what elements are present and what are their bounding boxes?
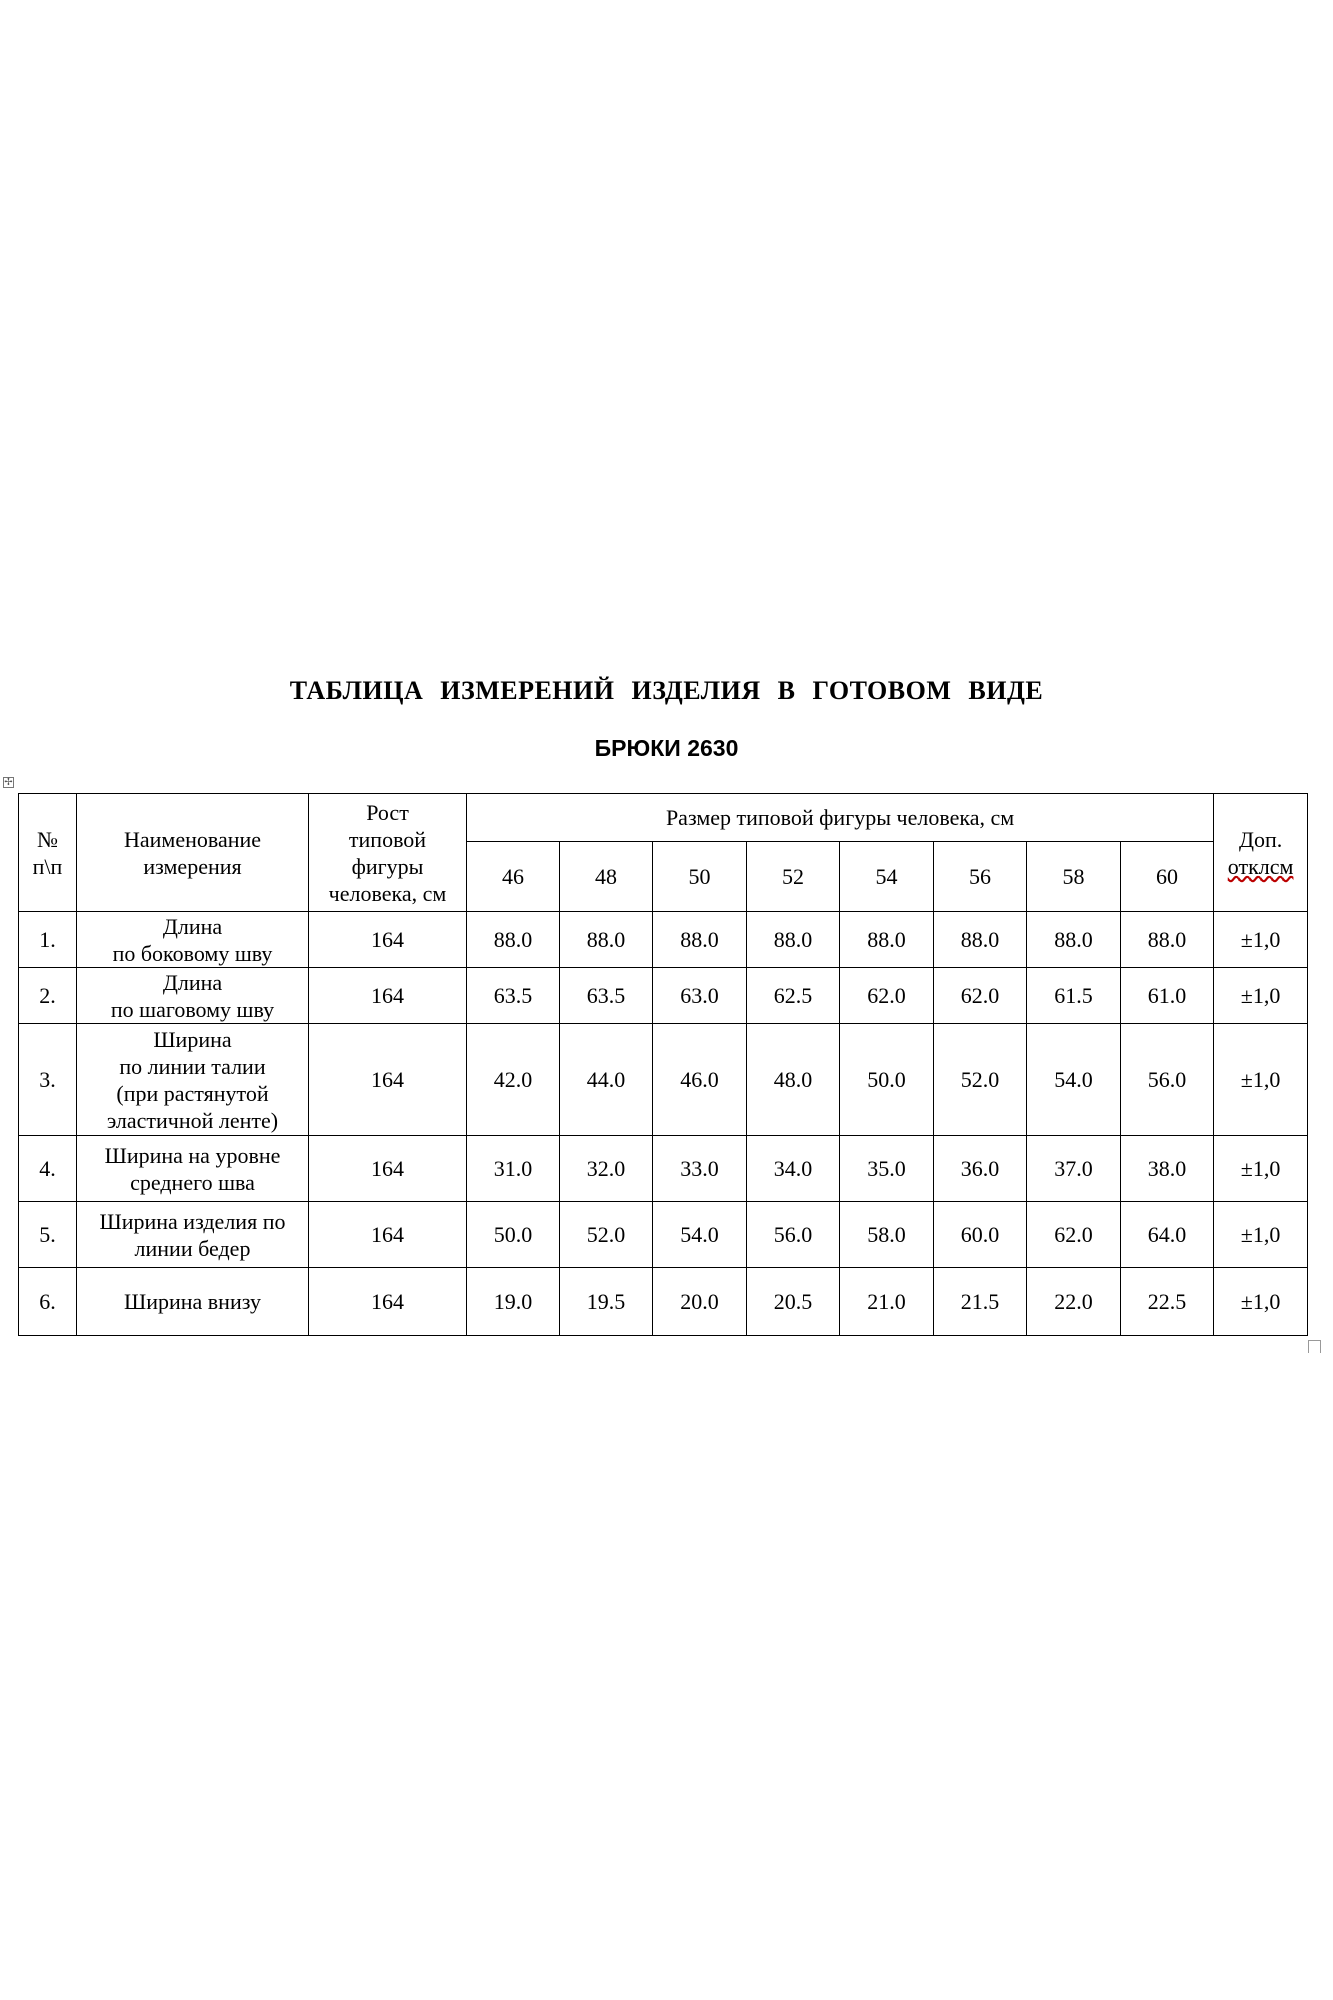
- row-size-value: 33.0: [653, 1136, 747, 1202]
- row-size-value: 37.0: [1027, 1136, 1121, 1202]
- table-body: [19, 912, 1308, 1336]
- row-size-value: 35.0: [840, 1136, 934, 1202]
- row-height: 164: [309, 1202, 467, 1268]
- row-size-value: 34.0: [747, 1136, 840, 1202]
- row-size-value: 58.0: [840, 1202, 934, 1268]
- header-tolerance: [1214, 794, 1308, 912]
- product-subtitle: БРЮКИ 2630: [594, 735, 739, 761]
- row-size-value: 19.0: [467, 1268, 560, 1336]
- row-size-value: 88.0: [934, 912, 1027, 968]
- row-height: 164: [309, 968, 467, 1024]
- row-number: 6.: [19, 1268, 77, 1336]
- row-size-value: 88.0: [1121, 912, 1214, 968]
- row-size-value: 46.0: [653, 1024, 747, 1136]
- row-measurement-name: Длина по боковому шву: [77, 912, 309, 968]
- row-measurement-name: Ширина внизу: [77, 1268, 309, 1336]
- row-size-value: 60.0: [934, 1202, 1027, 1268]
- table-row: [19, 968, 1308, 1024]
- measurement-table: [18, 793, 1308, 1336]
- row-number: 1.: [19, 912, 77, 968]
- row-size-value: 42.0: [467, 1024, 560, 1136]
- table-row: [19, 1136, 1308, 1202]
- header-tolerance-line2: отклсм: [1227, 853, 1294, 879]
- size-header-cell: 48: [560, 842, 653, 912]
- row-measurement-name: Ширина изделия по линии бедер: [77, 1202, 309, 1268]
- row-size-value: 63.0: [653, 968, 747, 1024]
- header-sizes-group: Размер типовой фигуры человека, см: [467, 794, 1214, 842]
- header-height: Рост типовой фигуры человека, см: [309, 794, 467, 912]
- table-row: [19, 1024, 1308, 1136]
- row-size-value: 56.0: [1121, 1024, 1214, 1136]
- row-measurement-name: Ширина по линии талии (при растянутой эластичной ленте): [77, 1024, 309, 1136]
- row-size-value: 32.0: [560, 1136, 653, 1202]
- size-header-cell: 50: [653, 842, 747, 912]
- row-size-value: 54.0: [653, 1202, 747, 1268]
- table-resize-handle-icon[interactable]: [1308, 1340, 1321, 1353]
- row-height: 164: [309, 912, 467, 968]
- row-measurement-name: Длина по шаговому шву: [77, 968, 309, 1024]
- row-size-value: 64.0: [1121, 1202, 1214, 1268]
- row-size-value: 52.0: [934, 1024, 1027, 1136]
- row-size-value: 21.0: [840, 1268, 934, 1336]
- size-header-cell: 58: [1027, 842, 1121, 912]
- row-number: 3.: [19, 1024, 77, 1136]
- row-size-value: 61.0: [1121, 968, 1214, 1024]
- row-size-value: 62.0: [934, 968, 1027, 1024]
- row-size-value: 88.0: [747, 912, 840, 968]
- row-size-value: 38.0: [1121, 1136, 1214, 1202]
- size-header-cell: 60: [1121, 842, 1214, 912]
- row-size-value: 54.0: [1027, 1024, 1121, 1136]
- row-tolerance: ±1,0: [1214, 1202, 1308, 1268]
- row-size-value: 21.5: [934, 1268, 1027, 1336]
- row-tolerance: ±1,0: [1214, 912, 1308, 968]
- row-size-value: 88.0: [560, 912, 653, 968]
- row-size-value: 20.5: [747, 1268, 840, 1336]
- row-size-value: 63.5: [467, 968, 560, 1024]
- row-size-value: 88.0: [1027, 912, 1121, 968]
- row-height: 164: [309, 1136, 467, 1202]
- row-size-value: 44.0: [560, 1024, 653, 1136]
- row-size-value: 36.0: [934, 1136, 1027, 1202]
- header-tolerance-line1: Доп.: [1238, 826, 1283, 852]
- row-size-value: 63.5: [560, 968, 653, 1024]
- row-size-value: 52.0: [560, 1202, 653, 1268]
- header-measurement-name: Наименование измерения: [77, 794, 309, 912]
- row-height: 164: [309, 1268, 467, 1336]
- row-tolerance: ±1,0: [1214, 1268, 1308, 1336]
- row-number: 4.: [19, 1136, 77, 1202]
- row-size-value: 61.5: [1027, 968, 1121, 1024]
- table-row: [19, 912, 1308, 968]
- table-row: [19, 1268, 1308, 1336]
- row-size-value: 50.0: [840, 1024, 934, 1136]
- row-size-value: 62.5: [747, 968, 840, 1024]
- row-number: 2.: [19, 968, 77, 1024]
- row-size-value: 88.0: [653, 912, 747, 968]
- row-measurement-name: Ширина на уровне среднего шва: [77, 1136, 309, 1202]
- page-title: ТАБЛИЦА ИЗМЕРЕНИЙ ИЗДЕЛИЯ В ГОТОВОМ ВИДЕ: [289, 676, 1044, 705]
- row-size-value: 56.0: [747, 1202, 840, 1268]
- row-tolerance: ±1,0: [1214, 968, 1308, 1024]
- row-tolerance: ±1,0: [1214, 1136, 1308, 1202]
- row-size-value: 88.0: [467, 912, 560, 968]
- size-header-cell: 52: [747, 842, 840, 912]
- row-size-value: 62.0: [840, 968, 934, 1024]
- row-size-value: 22.0: [1027, 1268, 1121, 1336]
- size-header-cell: 46: [467, 842, 560, 912]
- row-tolerance: ±1,0: [1214, 1024, 1308, 1136]
- table-row: [19, 1202, 1308, 1268]
- row-size-value: 31.0: [467, 1136, 560, 1202]
- row-size-value: 22.5: [1121, 1268, 1214, 1336]
- row-height: 164: [309, 1024, 467, 1136]
- table-move-handle-icon[interactable]: ✢: [4, 777, 13, 788]
- row-size-value: 62.0: [1027, 1202, 1121, 1268]
- header-number: № п\п: [19, 794, 77, 912]
- row-size-value: 48.0: [747, 1024, 840, 1136]
- row-size-value: 20.0: [653, 1268, 747, 1336]
- row-size-value: 19.5: [560, 1268, 653, 1336]
- row-size-value: 50.0: [467, 1202, 560, 1268]
- size-header-cell: 56: [934, 842, 1027, 912]
- row-number: 5.: [19, 1202, 77, 1268]
- row-size-value: 88.0: [840, 912, 934, 968]
- size-header-cell: 54: [840, 842, 934, 912]
